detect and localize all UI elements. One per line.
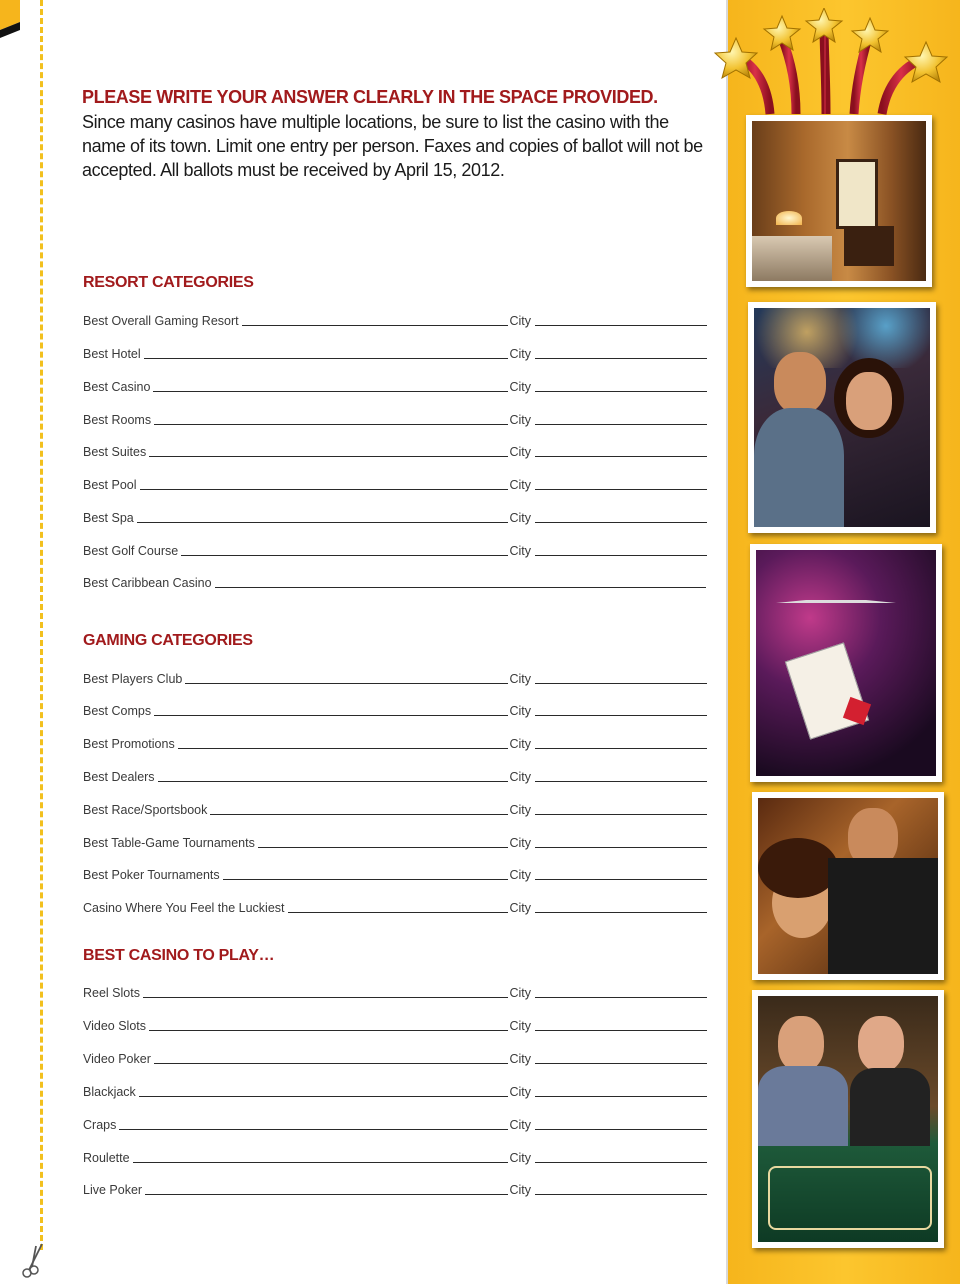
answer-line[interactable] [140,489,509,490]
city-answer-line[interactable] [535,997,707,998]
city-answer-line[interactable] [535,424,707,425]
city-answer-line[interactable] [535,325,707,326]
city-label: City [509,901,531,915]
answer-line[interactable] [154,1063,509,1064]
category-label: Casino Where You Feel the Luckiest [83,901,285,915]
city-label: City [509,511,531,525]
answer-line[interactable] [154,715,508,716]
city-answer-line[interactable] [535,683,707,684]
answer-line[interactable] [242,325,509,326]
category-label: Reel Slots [83,986,140,1000]
ballot-row [83,474,707,492]
category-label: Best Caribbean Casino [83,576,212,590]
answer-line[interactable] [178,748,509,749]
city-label: City [509,445,531,459]
city-label: City [509,544,531,558]
corner-decoration [0,0,20,38]
ballot-row [83,700,707,718]
ballot-row [83,310,707,328]
category-label: Best Hotel [83,347,141,361]
category-label: Video Poker [83,1052,151,1066]
city-label: City [509,836,531,850]
city-label: City [509,1183,531,1197]
city-answer-line[interactable] [535,555,707,556]
category-label: Best Spa [83,511,134,525]
ballot-row [83,1114,707,1132]
answer-line[interactable] [133,1162,509,1163]
city-answer-line[interactable] [535,489,707,490]
stars-decoration [700,8,960,118]
city-label: City [509,803,531,817]
city-label: City [509,1052,531,1066]
cut-line [40,0,43,1250]
category-label: Best Table-Game Tournaments [83,836,255,850]
instructions-heading: PLEASE WRITE YOUR ANSWER CLEARLY IN THE SPACE PROVIDED. [82,87,658,107]
category-label: Best Dealers [83,770,155,784]
city-answer-line[interactable] [535,1063,707,1064]
ballot-row [83,1147,707,1165]
ballot-row [83,1048,707,1066]
answer-line[interactable] [210,814,508,815]
city-label: City [509,770,531,784]
city-answer-line[interactable] [535,1194,707,1195]
city-label: City [509,314,531,328]
category-label: Best Race/Sportsbook [83,803,208,817]
ballot-row [83,668,707,686]
best-casino-to-play-heading: BEST CASINO TO PLAY… [83,947,275,964]
city-label: City [509,413,531,427]
city-label: City [509,868,531,882]
answer-line[interactable] [149,1030,508,1031]
city-answer-line[interactable] [535,1162,707,1163]
ballot-row [83,832,707,850]
ballot-row [83,897,707,915]
answer-line[interactable] [154,424,508,425]
city-label: City [509,672,531,686]
ballot-row [83,376,707,394]
city-answer-line[interactable] [535,522,707,523]
category-label: Best Players Club [83,672,183,686]
city-label: City [509,737,531,751]
ballot-row [83,766,707,784]
category-label: Best Poker Tournaments [83,868,220,882]
ballot-row [83,799,707,817]
city-label: City [509,347,531,361]
couple-photo [748,302,936,533]
answer-line[interactable] [288,912,509,913]
city-answer-line[interactable] [535,1096,707,1097]
cards-martini-photo [750,544,942,782]
city-answer-line[interactable] [535,715,707,716]
city-answer-line[interactable] [535,391,707,392]
answer-line[interactable] [258,847,509,848]
city-label: City [509,1019,531,1033]
city-answer-line[interactable] [535,748,707,749]
category-label: Best Rooms [83,413,152,427]
answer-line[interactable] [149,456,508,457]
category-label: Blackjack [83,1085,136,1099]
category-label: Roulette [83,1151,130,1165]
city-label: City [509,478,531,492]
instructions-body: Since many casinos have multiple locations, be sure to list the casino with the name of its town. Limit one entry per person. Faxes and copies of ballot will not be accepted. All ballots must be received by April 15, 2012. [82,112,703,180]
city-label: City [509,1118,531,1132]
ballot-row [83,1015,707,1033]
category-label: Best Promotions [83,737,175,751]
ballot-row [83,540,707,558]
dancing-couple-photo [752,792,944,980]
answer-line[interactable] [215,587,706,588]
category-label: Best Pool [83,478,137,492]
answer-line[interactable] [185,683,508,684]
city-answer-line[interactable] [535,1030,707,1031]
answer-line[interactable] [119,1129,508,1130]
answer-line[interactable] [223,879,509,880]
city-label: City [509,704,531,718]
category-label: Live Poker [83,1183,143,1197]
category-label: Best Casino [83,380,151,394]
category-label: Best Comps [83,704,152,718]
city-label: City [509,380,531,394]
city-label: City [509,986,531,1000]
ballot-row [83,733,707,751]
ballot-row [83,409,707,427]
city-label: City [509,1085,531,1099]
answer-line[interactable] [143,997,508,998]
ballot-row [83,572,707,590]
ballot-row [83,1081,707,1099]
gaming-categories-heading: GAMING CATEGORIES [83,632,253,649]
ballot-row [83,982,707,1000]
city-answer-line[interactable] [535,456,707,457]
category-label: Best Overall Gaming Resort [83,314,239,328]
answer-line[interactable] [181,555,508,556]
answer-line[interactable] [144,358,509,359]
ballot-row [83,864,707,882]
answer-line[interactable] [153,391,508,392]
city-answer-line[interactable] [535,912,707,913]
answer-line[interactable] [137,522,509,523]
category-label: Video Slots [83,1019,147,1033]
city-answer-line[interactable] [535,358,707,359]
city-answer-line[interactable] [535,814,707,815]
ballot-row [83,441,707,459]
category-label: Best Golf Course [83,544,179,558]
city-answer-line[interactable] [535,879,707,880]
ballot-row [83,507,707,525]
ballot-row [83,343,707,361]
scissors-icon [20,1240,48,1280]
city-answer-line[interactable] [535,781,707,782]
craps-table-photo [752,990,944,1248]
answer-line[interactable] [158,781,509,782]
category-label: Best Suites [83,445,147,459]
answer-line[interactable] [139,1096,509,1097]
city-answer-line[interactable] [535,847,707,848]
ballot-row [83,1179,707,1197]
hotel-room-photo [746,115,932,287]
category-label: Craps [83,1118,117,1132]
city-label: City [509,1151,531,1165]
answer-line[interactable] [145,1194,508,1195]
resort-categories-heading: RESORT CATEGORIES [83,274,254,291]
city-answer-line[interactable] [535,1129,707,1130]
